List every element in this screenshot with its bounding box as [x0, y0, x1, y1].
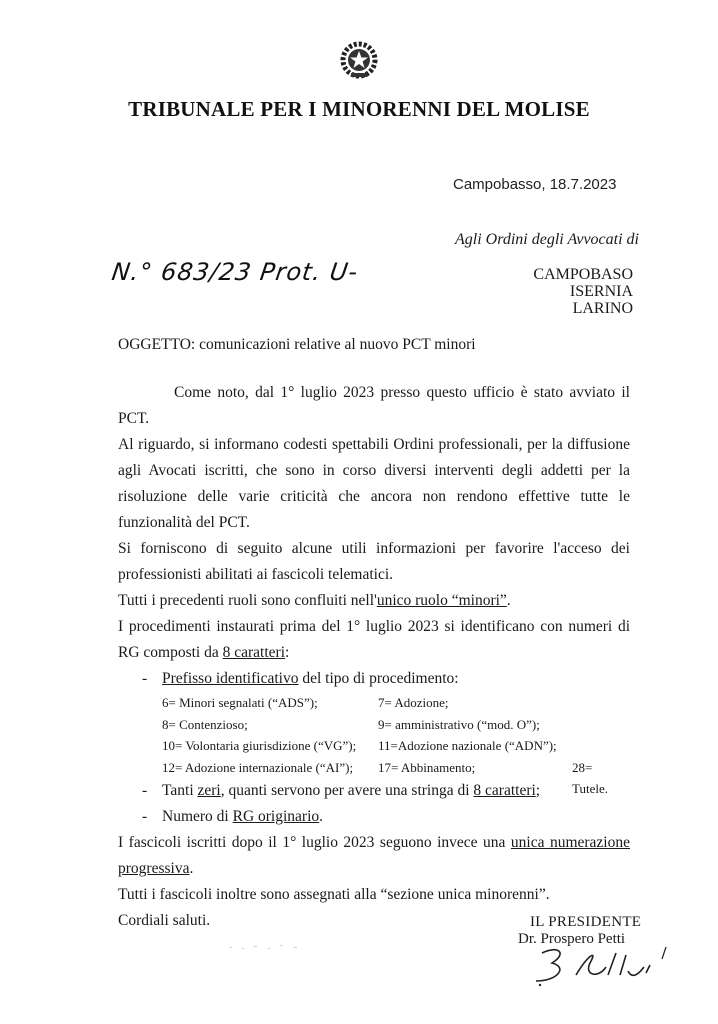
paragraph-7: Tutti i fascicoli inoltre sono assegnati alla “sezione unica minorenni”.	[118, 886, 550, 903]
date-line: Campobasso, 18.7.2023	[453, 176, 617, 193]
bullet-dash: -	[142, 670, 148, 687]
paragraph-6: I fascicoli iscritti dopo il 1° luglio 2023 seguono invece una unica numerazione progressiva.	[118, 834, 630, 877]
city-campobasso: CAMPOBASO	[533, 266, 633, 283]
emblem-icon	[339, 40, 379, 80]
paragraph-2: Al riguardo, si informano codesti spettabili Ordini professionali, per la diffusione agli Avocati iscritti, che sono in corso diversi interventi degli addetti per la risoluzione delle varie criticità che ancora non rendono effettive tutte le funzionalità del PCT.	[118, 436, 630, 531]
subject-line: OGGETTO: comunicazioni relative al nuovo PCT minori	[118, 336, 476, 353]
paragraph-1: Come noto, dal 1° luglio 2023 presso questo ufficio è stato avviato il PCT.	[118, 384, 630, 427]
paragraph-3: Si forniscono di seguito alcune utili informazioni per favorire l'acceso dei professionisti abilitati ai fascicoli telematici.	[118, 540, 630, 583]
addressee-cities	[533, 266, 633, 317]
handwritten-protocol-number: N.° 683/23 Prot. U-	[110, 258, 361, 286]
city-isernia: ISERNIA	[569, 283, 633, 300]
bullet-rg-number: - Numero di RG originario.	[142, 808, 324, 825]
signatory-name: Dr. Prospero Petti	[518, 931, 626, 947]
paragraph-5: I procedimenti instaurati prima del 1° luglio 2023 si identificano con numeri di RG composti da 8 caratteri:	[118, 618, 630, 661]
addressee-line: Agli Ordini degli Avvocati di	[455, 231, 639, 248]
code-row: 12= Adozione internazionale (“AI”); 17= Abbinamento; 28= Tutele.	[162, 759, 608, 796]
handwritten-signature-icon	[528, 945, 678, 990]
paragraph-4: Tutti i precedenti ruoli sono confluiti nell'unico ruolo “minori”.	[118, 592, 511, 609]
court-title: TRIBUNALE PER I MINORENNI DEL MOLISE	[128, 97, 590, 121]
code-row: 8= Contenzioso; 9= amministrativo (“mod. O”);	[162, 716, 540, 732]
letter-body	[118, 380, 630, 934]
bullet-prefix: - Prefisso identificativo del tipo di procedimento:	[118, 666, 630, 692]
closing: Cordiali saluti.	[118, 912, 211, 929]
city-larino: LARINO	[572, 300, 633, 317]
signatory-title: IL PRESIDENTE	[530, 914, 642, 930]
scan-noise	[228, 940, 308, 950]
code-row: 10= Volontaria giurisdizione (“VG”); 11=Adozione nazionale (“ADN”);	[162, 738, 557, 753]
code-row: 6= Minori segnalati (“ADS”); 7= Adozione;	[162, 695, 449, 710]
bullet-zeros: - Tanti zeri, quanti servono per avere una stringa di 8 caratteri;	[142, 782, 541, 799]
